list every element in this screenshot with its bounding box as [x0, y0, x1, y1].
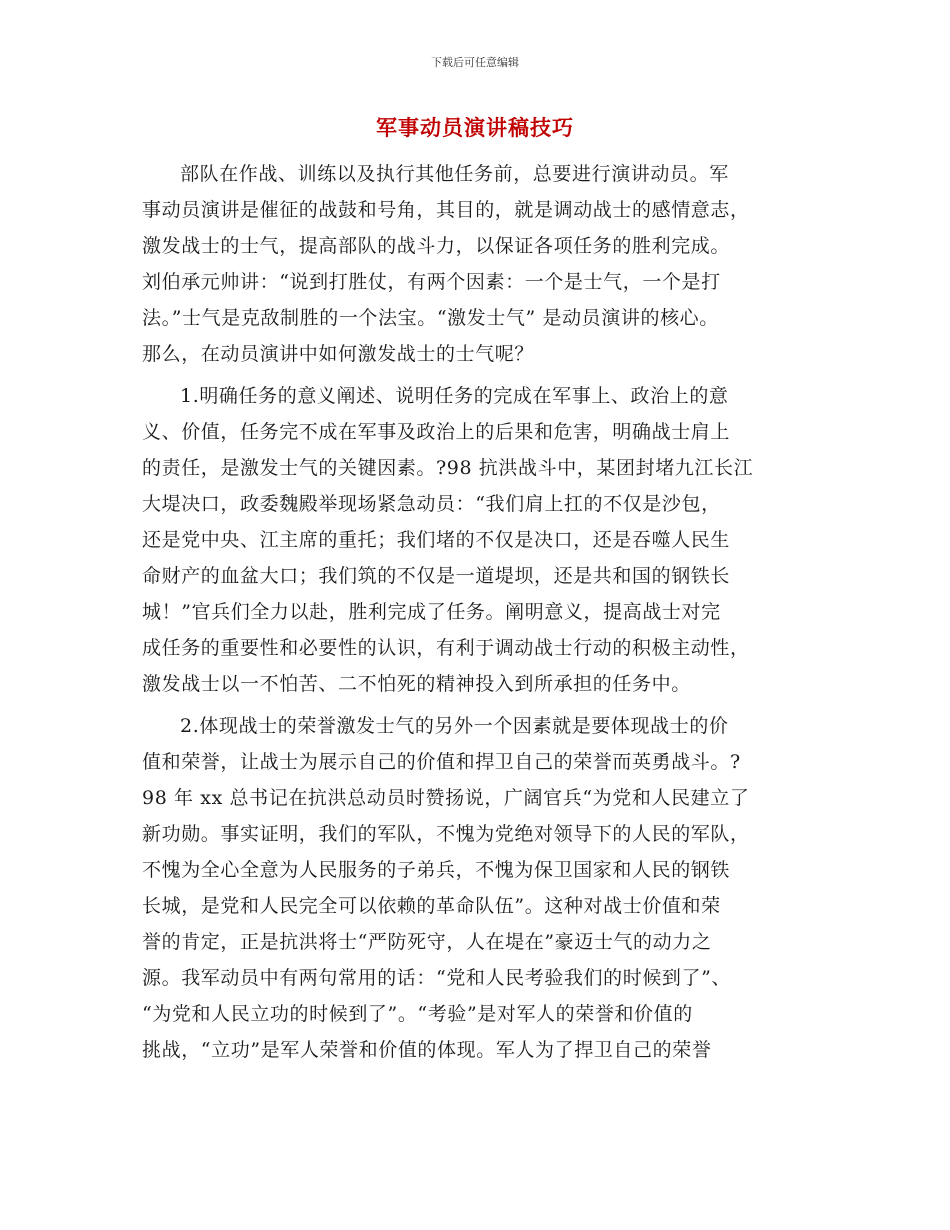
page-header-note: 下载后可任意编辑	[431, 56, 519, 69]
paragraph-line: 城！”官兵们全力以赴，胜利完成了任务。阐明意义，提高战士对完	[142, 601, 721, 623]
paragraph-line: 还是党中央、江主席的重托；我们堵的不仅是决口，还是吞噬人民生	[142, 529, 731, 551]
paragraph-line: 激发战士以一不怕苦、二不怕死的精神投入到所承担的任务中。	[142, 673, 691, 695]
paragraph-line: 义、价值，任务完不成在军事及政治上的后果和危害，明确战士肩上	[142, 421, 731, 443]
paragraph-line: 2.体现战士的荣誉激发士气的另外一个因素就是要体现战士的价	[180, 715, 729, 737]
paragraph-line: 值和荣誉，让战士为展示自己的价值和捍卫自己的荣誉而英勇战斗。?	[142, 751, 741, 773]
paragraph-line: 命财产的血盆大口；我们筑的不仅是一道堤坝，还是共和国的钢铁长	[142, 565, 731, 587]
paragraph-line: 事动员演讲是催征的战鼓和号角，其目的，就是调动战士的感情意志，	[142, 199, 750, 221]
paragraph-line: 那么，在动员演讲中如何激发战士的士气呢？	[142, 343, 535, 365]
document-title: 军事动员演讲稿技巧	[376, 116, 574, 140]
paragraph-line: 成任务的重要性和必要性的认识，有利于调动战士行动的积极主动性，	[142, 637, 750, 659]
paragraph-line: “为党和人民立功的时候到了”。“考验”是对军人的荣誉和价值的	[142, 1003, 693, 1025]
paragraph-line: 大堤决口，政委魏殿举现场紧急动员：“我们肩上扛的不仅是沙包，	[142, 493, 721, 515]
paragraph-line: 刘伯承元帅讲：“说到打胜仗，有两个因素：一个是士气，一个是打	[142, 271, 721, 293]
paragraph-line: 不愧为全心全意为人民服务的子弟兵，不愧为保卫国家和人民的钢铁	[142, 859, 731, 881]
paragraph-line: 挑战，“立功”是军人荣誉和价值的体现。军人为了捍卫自己的荣誉	[142, 1039, 712, 1061]
paragraph-line: 1.明确任务的意义阐述、说明任务的完成在军事上、政治上的意	[180, 385, 729, 407]
paragraph-line: 誉的肯定，正是抗洪将士“严防死守，人在堤在”豪迈士气的动力之	[142, 931, 712, 953]
paragraph-line: 源。我军动员中有两句常用的话：“党和人民考验我们的时候到了”、	[142, 967, 732, 989]
paragraph-line: 法。”士气是克敌制胜的一个法宝。“激发士气” 是动员演讲的核心。	[142, 307, 719, 329]
paragraph-line: 部队在作战、训练以及执行其他任务前，总要进行演讲动员。军	[180, 163, 729, 185]
paragraph-line: 新功勋。事实证明，我们的军队，不愧为党绝对领导下的人民的军队，	[142, 823, 750, 845]
paragraph-line: 长城，是党和人民完全可以依赖的革命队伍”。这种对战士价值和荣	[142, 895, 721, 917]
paragraph-line: 98 年 xx 总书记在抗洪总动员时赞扬说，广阔官兵“为党和人民建立了	[142, 787, 750, 809]
paragraph-line: 激发战士的士气，提高部队的战斗力，以保证各项任务的胜利完成。	[142, 235, 731, 257]
paragraph-line: 的责任，是激发士气的关键因素。?98 抗洪战斗中，某团封堵九江长江	[142, 457, 754, 479]
